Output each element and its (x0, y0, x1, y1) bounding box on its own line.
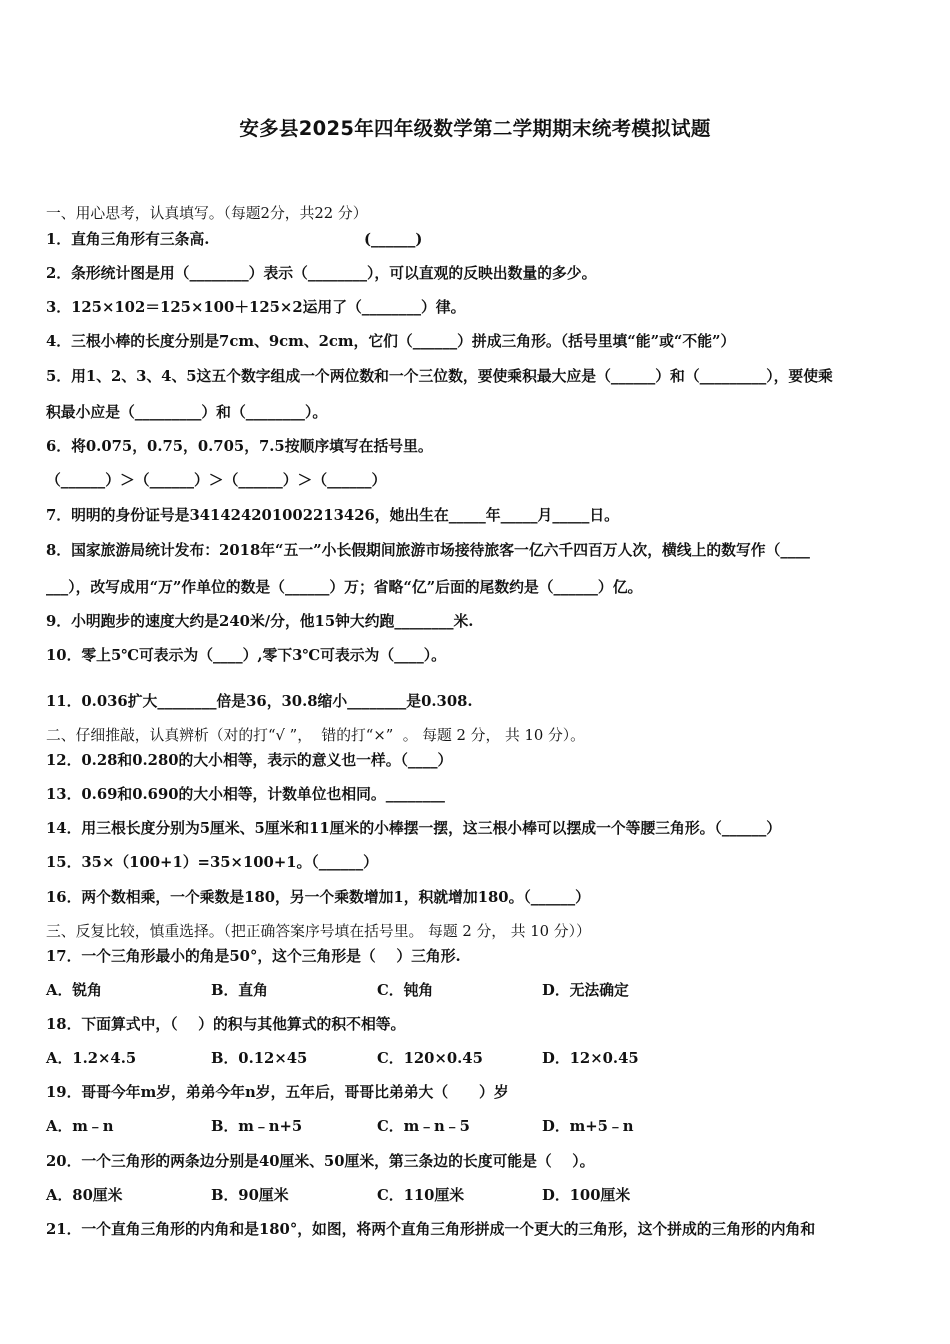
section-3-heading: 三、反复比较，慎重选择。（把正确答案序号填在括号里。 每题 2 分， 共 10 分）） (46, 923, 591, 940)
question-13: 13．0.69和0.690的大小相等，计数单位也相同。________ (46, 786, 445, 803)
option-a: A．1.2×4.5 (46, 1050, 137, 1067)
question-20: 20．一个三角形的两条边分别是40厘米、50厘米，第三条边的长度可能是（ ）。 (46, 1153, 595, 1170)
question-2: 2．条形统计图是用（________）表示（________），可以直观的反映出数量的多少。 (46, 265, 597, 282)
option-c: C．110厘米 (377, 1187, 465, 1204)
question-17: 17．一个三角形最小的角是50°，这个三角形是（ ）三角形. (46, 948, 461, 965)
question-18: 18．下面算式中，（ ）的积与其他算式的积不相等。 (46, 1016, 406, 1033)
option-a: A．锐角 (46, 982, 102, 999)
option-a: A．80厘米 (46, 1187, 123, 1204)
question-10: 10．零上5℃可表示为（____）,零下3℃可表示为（____）。 (46, 647, 446, 664)
question-1: 1．直角三角形有三条高. (______) (46, 231, 423, 248)
question-16: 16．两个数相乘，一个乘数是180，另一个乘数增加1，积就增加180。（______） (46, 889, 590, 906)
question-8-cont: ___），改写成用“万”作单位的数是（______）万；省略“亿”后面的尾数约是（______）亿。 (46, 579, 643, 596)
option-b: B．直角 (211, 982, 268, 999)
option-c: C．m﹣n﹣5 (377, 1118, 470, 1135)
option-b: B．90厘米 (211, 1187, 289, 1204)
question-7: 7．明明的身份证号是341424201002213426，她出生在_____年_____月_____日。 (46, 507, 619, 524)
question-5: 5．用1、2、3、4、5这五个数字组成一个两位数和一个三位数，要使乘积最大应是（______）和（_________），要使乘 (46, 368, 833, 385)
question-11: 11．0.036扩大________倍是36，30.8缩小________是0.308. (46, 693, 473, 710)
question-21: 21．一个直角三角形的内角和是180°，如图，将两个直角三角形拼成一个更大的三角形，这个拼成的三角形的内角和 (46, 1221, 816, 1238)
option-d: D．100厘米 (542, 1187, 631, 1204)
option-a: A．m﹣n (46, 1118, 114, 1135)
question-5-cont: 积最小应是（_________）和（________）。 (46, 404, 328, 421)
option-d: D．无法确定 (542, 982, 629, 999)
option-c: C．120×0.45 (377, 1050, 483, 1067)
option-d: D．m+5﹣n (542, 1118, 634, 1135)
question-12: 12．0.28和0.280的大小相等，表示的意义也一样。（____） (46, 752, 453, 769)
question-6: 6．将0.075，0.75，0.705，7.5按顺序填写在括号里。 (46, 438, 433, 455)
question-15: 15．35×（100+1）=35×100+1。（______） (46, 854, 378, 871)
section-1-heading: 一、用心思考，认真填写。（每题2分，共22 分） (46, 205, 368, 222)
question-4: 4．三根小棒的长度分别是7cm、9cm、2cm，它们（______）拼成三角形。（括号里填“能”或“不能”） (46, 333, 736, 350)
question-9: 9．小明跑步的速度大约是240米/分，他15钟大约跑________米. (46, 613, 474, 630)
section-2-heading: 二、仔细推敲，认真辨析（对的打“√ ”， 错的打“×” 。 每题 2 分， 共 10 分）。 (46, 727, 585, 744)
question-3: 3．125×102＝125×100＋125×2运用了（________）律。 (46, 299, 466, 316)
option-b: B．0.12×45 (211, 1050, 308, 1067)
option-d: D．12×0.45 (542, 1050, 639, 1067)
option-b: B．m﹣n+5 (211, 1118, 303, 1135)
question-6-blanks: （______）＞（______）＞（______）＞（______） (46, 472, 387, 489)
page-title: 安多县2025年四年级数学第二学期期末统考模拟试题 (239, 117, 711, 140)
question-14: 14．用三根长度分别为5厘米、5厘米和11厘米的小棒摆一摆，这三根小棒可以摆成一个等腰三角形。（______） (46, 820, 782, 837)
question-19: 19．哥哥今年m岁，弟弟今年n岁，五年后，哥哥比弟弟大（ ）岁 (46, 1084, 509, 1101)
question-8: 8．国家旅游局统计发布：2018年“五一”小长假期间旅游市场接待旅客一亿六千四百万人次，横线上的数写作（____ (46, 542, 810, 559)
option-c: C．钝角 (377, 982, 434, 999)
